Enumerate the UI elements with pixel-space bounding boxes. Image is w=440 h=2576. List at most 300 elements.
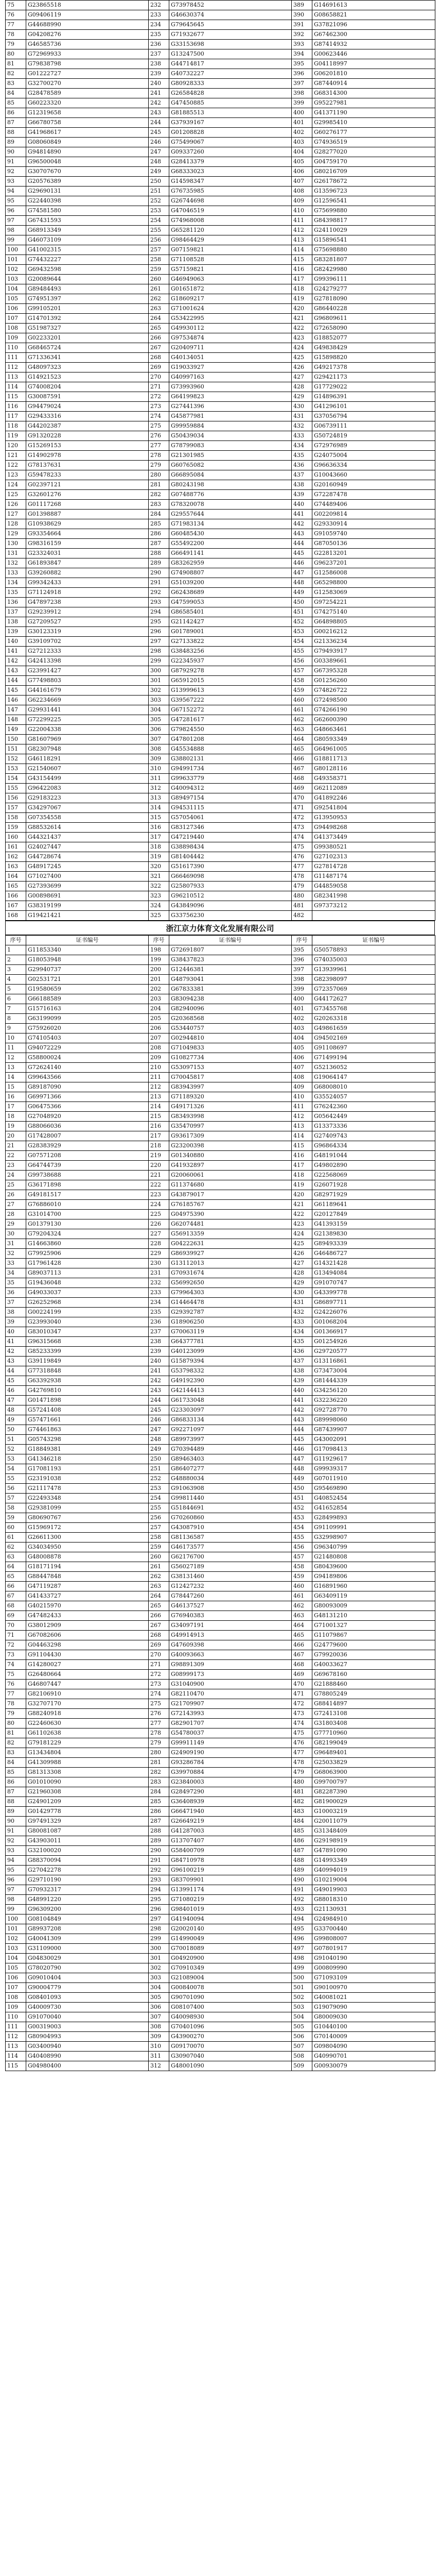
- cell-seq-c: 428: [292, 382, 312, 392]
- cell-cert-a: G15269153: [26, 441, 149, 451]
- cell-seq-c: 454: [292, 1523, 312, 1533]
- cell-seq-a: 67: [6, 1591, 26, 1601]
- cell-cert-b: G53798332: [169, 1366, 292, 1376]
- cell-cert-c: G37821096: [312, 20, 435, 30]
- cell-seq-b: 299: [149, 1934, 169, 1944]
- cell-seq-b: 239: [149, 69, 169, 79]
- cell-cert-a: G67431593: [26, 216, 149, 226]
- cell-seq-a: 78: [6, 1699, 26, 1709]
- cell-seq-b: 256: [149, 235, 169, 245]
- cell-seq-b: 312: [149, 2061, 169, 2071]
- cell-cert-c: G52136052: [312, 1063, 435, 1073]
- cell-seq-c: 480: [292, 1777, 312, 1787]
- cell-cert-c: G80128116: [312, 764, 435, 774]
- cell-cert-b: G28413379: [169, 157, 292, 167]
- cell-cert-c: G24110029: [312, 226, 435, 235]
- cell-cert-a: G01117268: [26, 500, 149, 510]
- table-row: [6, 1777, 435, 1787]
- cell-cert-a: G29239912: [26, 607, 149, 617]
- cell-cert-b: G57054061: [169, 813, 292, 823]
- table-row: [6, 294, 435, 304]
- cell-cert-a: G04830029: [26, 1954, 149, 1963]
- cell-seq-c: 432: [292, 421, 312, 431]
- cell-seq-b: 246: [149, 138, 169, 147]
- table-row: [6, 500, 435, 510]
- cell-seq-a: 106: [6, 304, 26, 314]
- cell-cert-a: G89484493: [26, 284, 149, 294]
- cell-cert-c: G88414897: [312, 1699, 435, 1709]
- cell-seq-a: 91: [6, 1826, 26, 1836]
- cell-cert-b: G38898434: [169, 842, 292, 852]
- cell-seq-a: 98: [6, 1895, 26, 1905]
- cell-seq-b: 215: [149, 1112, 169, 1122]
- cell-cert-a: G29931441: [26, 705, 149, 715]
- cell-seq-a: 93: [6, 1846, 26, 1856]
- cell-seq-b: 281: [149, 1758, 169, 1768]
- cell-seq-b: 301: [149, 676, 169, 686]
- cell-seq-a: 86: [6, 1777, 26, 1787]
- cell-cert-b: G47219440: [169, 833, 292, 842]
- cell-cert-c: G24075004: [312, 451, 435, 461]
- cell-seq-b: 234: [149, 1298, 169, 1308]
- cell-cert-a: G18171194: [26, 1562, 149, 1572]
- table-row: [6, 1993, 435, 2003]
- cell-seq-c: 450: [292, 598, 312, 607]
- cell-cert-a: G04208276: [26, 30, 149, 40]
- table-row: [6, 754, 435, 764]
- cell-cert-a: G27393699: [26, 882, 149, 891]
- cell-cert-a: G23993040: [26, 1317, 149, 1327]
- cell-cert-c: G68063900: [312, 1768, 435, 1777]
- cell-seq-a: 70: [6, 1621, 26, 1631]
- cell-seq-b: 262: [149, 294, 169, 304]
- cell-seq-a: 73: [6, 1650, 26, 1660]
- cell-cert-a: G48917245: [26, 862, 149, 872]
- cell-cert-b: G20060061: [169, 1171, 292, 1180]
- cell-cert-a: G61102638: [26, 1728, 149, 1738]
- cell-cert-a: G44161679: [26, 686, 149, 696]
- cell-cert-c: G80216709: [312, 167, 435, 177]
- cell-seq-c: 456: [292, 1543, 312, 1552]
- cell-seq-b: 286: [149, 529, 169, 539]
- cell-seq-c: 480: [292, 891, 312, 901]
- cell-seq-a: 133: [6, 568, 26, 578]
- cell-cert-a: G90004779: [26, 1983, 149, 1993]
- cell-cert-c: G37056794: [312, 412, 435, 421]
- cell-seq-c: 431: [292, 412, 312, 421]
- cell-cert-b: G49171326: [169, 1102, 292, 1112]
- cell-cert-c: G94498268: [312, 823, 435, 833]
- cell-seq-c: 486: [292, 1836, 312, 1846]
- table-row: [6, 2061, 435, 2071]
- cell-seq-a: 116: [6, 402, 26, 412]
- cell-cert-b: G40098930: [169, 2012, 292, 2022]
- cell-cert-a: G99105201: [26, 304, 149, 314]
- cell-cert-b: G43900270: [169, 2032, 292, 2042]
- cell-cert-b: G97534874: [169, 333, 292, 343]
- cell-cert-c: G47891090: [312, 1846, 435, 1856]
- table-row: [6, 265, 435, 275]
- cell-seq-c: 467: [292, 764, 312, 774]
- cell-cert-c: G78805249: [312, 1689, 435, 1699]
- cell-seq-a: 40: [6, 1327, 26, 1337]
- cell-seq-c: 430: [292, 1288, 312, 1298]
- cell-cert-a: G44321437: [26, 833, 149, 842]
- cell-seq-b: 253: [149, 206, 169, 216]
- cell-seq-b: 267: [149, 343, 169, 353]
- cell-seq-a: 76: [6, 1680, 26, 1689]
- cell-cert-b: G62438689: [169, 588, 292, 598]
- table-row: [6, 275, 435, 284]
- cell-seq-a: 108: [6, 1993, 26, 2003]
- cell-seq-c: 436: [292, 1347, 312, 1357]
- cell-cert-b: G40134051: [169, 353, 292, 363]
- cell-cert-b: G70018089: [169, 1944, 292, 1954]
- table-row: [6, 1934, 435, 1944]
- table-row: [6, 118, 435, 128]
- cell-seq-a: 121: [6, 451, 26, 461]
- cell-cert-b: G38483256: [169, 647, 292, 656]
- cell-seq-c: 508: [292, 2052, 312, 2061]
- cell-seq-a: 79: [6, 1709, 26, 1719]
- cell-cert-c: G76242360: [312, 1102, 435, 1112]
- table-row: [6, 40, 435, 49]
- cell-cert-c: G91070747: [312, 1278, 435, 1288]
- cell-seq-b: 218: [149, 1141, 169, 1151]
- cell-seq-c: 425: [292, 353, 312, 363]
- cell-cert-b: G54780037: [169, 1728, 292, 1738]
- cell-seq-c: 397: [292, 79, 312, 89]
- cell-cert-b: G24909190: [169, 1748, 292, 1758]
- table-row: [6, 1533, 435, 1543]
- cell-seq-c: 482: [292, 911, 312, 921]
- cell-cert-c: G74266190: [312, 705, 435, 715]
- table-row: [6, 147, 435, 157]
- cell-cert-b: G46137527: [169, 1601, 292, 1611]
- cell-seq-a: 110: [6, 343, 26, 353]
- table-row: [6, 2042, 435, 2052]
- table-row: [6, 1905, 435, 1914]
- cell-cert-c: G91040190: [312, 1954, 435, 1963]
- cell-cert-c: G72498500: [312, 696, 435, 705]
- cell-seq-b: 309: [149, 2032, 169, 2042]
- cell-seq-a: 136: [6, 598, 26, 607]
- cell-cert-b: G40123099: [169, 1347, 292, 1357]
- cell-cert-c: G96636334: [312, 461, 435, 470]
- table-row: [6, 588, 435, 598]
- cell-seq-a: 42: [6, 1347, 26, 1357]
- cell-cert-a: G49181517: [26, 1190, 149, 1200]
- cell-seq-c: 454: [292, 637, 312, 647]
- cell-seq-c: 469: [292, 1670, 312, 1680]
- cell-cert-a: G32100020: [26, 1846, 149, 1856]
- cell-cert-c: G74936519: [312, 138, 435, 147]
- table-row: [6, 1719, 435, 1728]
- cell-cert-c: G97254221: [312, 598, 435, 607]
- cell-seq-b: 269: [149, 1640, 169, 1650]
- cell-cert-a: G04980400: [26, 2061, 149, 2071]
- cell-seq-a: 135: [6, 588, 26, 598]
- cell-seq-a: 96: [6, 1875, 26, 1885]
- cell-seq-b: 274: [149, 1689, 169, 1699]
- cell-cert-c: G96340799: [312, 1543, 435, 1552]
- cell-seq-b: 224: [149, 1200, 169, 1210]
- cell-seq-c: 477: [292, 1748, 312, 1758]
- cell-cert-c: G81444339: [312, 1376, 435, 1386]
- cell-cert-b: G42144413: [169, 1386, 292, 1396]
- cell-cert-b: G39567222: [169, 696, 292, 705]
- cell-seq-a: 97: [6, 1885, 26, 1895]
- cell-seq-c: 438: [292, 1366, 312, 1376]
- cell-cert-b: G00840078: [169, 1983, 292, 1993]
- table-row: [6, 2003, 435, 2012]
- table-row: [6, 519, 435, 529]
- cell-cert-c: G13373336: [312, 1122, 435, 1131]
- cell-seq-c: 491: [292, 1885, 312, 1895]
- cell-seq-c: 447: [292, 568, 312, 578]
- cell-seq-a: 162: [6, 852, 26, 862]
- cell-cert-c: G41892246: [312, 793, 435, 803]
- table-row: [6, 1503, 435, 1513]
- cell-cert-a: G96500048: [26, 157, 149, 167]
- cell-seq-c: 489: [292, 1866, 312, 1875]
- cell-cert-c: G40852454: [312, 1494, 435, 1503]
- cell-cert-a: G47482433: [26, 1611, 149, 1621]
- cell-seq-c: 441: [292, 1396, 312, 1405]
- cell-seq-b: 220: [149, 1161, 169, 1171]
- cell-seq-a: 145: [6, 686, 26, 696]
- cell-cert-b: G89463403: [169, 1454, 292, 1464]
- cell-seq-a: 138: [6, 617, 26, 627]
- cell-seq-c: 433: [292, 431, 312, 441]
- cell-seq-c: 400: [292, 994, 312, 1004]
- cell-seq-b: 271: [149, 382, 169, 392]
- cell-cert-a: G41433727: [26, 1591, 149, 1601]
- cell-cert-a: G17081193: [26, 1464, 149, 1474]
- cell-cert-b: G49930112: [169, 324, 292, 333]
- cell-cert-b: G15879394: [169, 1357, 292, 1366]
- cell-seq-a: 95: [6, 1866, 26, 1875]
- cell-cert-b: G37939167: [169, 118, 292, 128]
- cell-seq-a: 58: [6, 1503, 26, 1513]
- cell-cert-a: G21117478: [26, 1484, 149, 1494]
- table-row: [6, 343, 435, 353]
- cell-seq-a: 111: [6, 353, 26, 363]
- cell-seq-c: 402: [292, 128, 312, 138]
- cell-cert-a: G71124918: [26, 588, 149, 598]
- cell-cert-a: G04463298: [26, 1640, 149, 1650]
- cell-seq-a: 119: [6, 431, 26, 441]
- cell-cert-b: G70910349: [169, 1963, 292, 1973]
- cell-seq-a: 76: [6, 10, 26, 20]
- cell-seq-b: 322: [149, 882, 169, 891]
- table-row: [6, 715, 435, 725]
- cell-cert-a: G46073109: [26, 235, 149, 245]
- cell-seq-b: 230: [149, 1259, 169, 1268]
- cell-cert-c: G69678160: [312, 1670, 435, 1680]
- cell-cert-b: G70401096: [169, 2022, 292, 2032]
- table-row: [6, 412, 435, 421]
- cell-cert-c: G86897711: [312, 1298, 435, 1308]
- cell-cert-b: G51039200: [169, 578, 292, 588]
- cell-seq-a: 102: [6, 1934, 26, 1944]
- cell-cert-a: G79181229: [26, 1738, 149, 1748]
- cell-cert-b: G47801208: [169, 735, 292, 744]
- cell-seq-b: 280: [149, 1748, 169, 1758]
- table-row: [6, 30, 435, 40]
- cell-cert-b: G53097153: [169, 1063, 292, 1073]
- table-row: [6, 1004, 435, 1014]
- cell-seq-c: 424: [292, 1229, 312, 1239]
- cell-cert-b: G13991174: [169, 1885, 292, 1895]
- cell-cert-c: G08658821: [312, 10, 435, 20]
- cell-seq-c: 409: [292, 196, 312, 206]
- cell-cert-c: G13950953: [312, 813, 435, 823]
- cell-seq-a: 7: [6, 1004, 26, 1014]
- cell-cert-a: G94479024: [26, 402, 149, 412]
- cell-seq-a: 57: [6, 1494, 26, 1503]
- cell-seq-c: 460: [292, 1582, 312, 1591]
- cell-seq-a: 21: [6, 1141, 26, 1151]
- cell-seq-c: 446: [292, 558, 312, 568]
- cell-seq-a: 10: [6, 1033, 26, 1043]
- cell-cert-b: G94531115: [169, 803, 292, 813]
- cell-cert-a: G01379130: [26, 1219, 149, 1229]
- cell-seq-b: 303: [149, 1973, 169, 1983]
- table-row: [6, 911, 435, 921]
- cell-seq-b: 240: [149, 79, 169, 89]
- cell-seq-b: 272: [149, 1670, 169, 1680]
- cell-seq-b: 227: [149, 1229, 169, 1239]
- cell-cert-c: G74035003: [312, 955, 435, 965]
- cell-cert-c: G95227981: [312, 98, 435, 108]
- cell-cert-a: G03400940: [26, 2042, 149, 2052]
- cell-seq-a: 6: [6, 994, 26, 1004]
- table-row: [6, 637, 435, 647]
- table-row: [6, 1866, 435, 1875]
- table-row: [6, 2052, 435, 2061]
- cell-seq-a: 90: [6, 1817, 26, 1826]
- table-row: [6, 1748, 435, 1758]
- cell-seq-a: 107: [6, 314, 26, 324]
- cell-cert-a: G39119849: [26, 1357, 149, 1366]
- cell-cert-a: G80081087: [26, 1826, 149, 1836]
- cell-cert-a: G74581580: [26, 206, 149, 216]
- cell-cert-a: G47119287: [26, 1582, 149, 1591]
- cell-seq-b: 273: [149, 402, 169, 412]
- cell-seq-c: 479: [292, 1768, 312, 1777]
- cell-seq-a: 112: [6, 2032, 26, 2042]
- cell-seq-c: 423: [292, 333, 312, 343]
- cell-cert-b: G79964303: [169, 1288, 292, 1298]
- cell-seq-a: 163: [6, 862, 26, 872]
- cell-seq-c: 440: [292, 1386, 312, 1396]
- cell-seq-c: 404: [292, 1033, 312, 1043]
- table-row: [6, 1014, 435, 1024]
- cell-cert-a: G27048920: [26, 1112, 149, 1122]
- table-row: [6, 647, 435, 656]
- cell-seq-a: 167: [6, 901, 26, 911]
- cell-seq-b: 208: [149, 1043, 169, 1053]
- cell-seq-a: 117: [6, 412, 26, 421]
- table-row: [6, 245, 435, 255]
- cell-seq-a: 88: [6, 1797, 26, 1807]
- cell-cert-b: G76185767: [169, 1200, 292, 1210]
- cell-cert-c: G21480808: [312, 1552, 435, 1562]
- table-row: [6, 1161, 435, 1171]
- cell-cert-c: G71499194: [312, 1053, 435, 1063]
- cell-seq-b: 216: [149, 1122, 169, 1131]
- cell-cert-b: G49914913: [169, 1631, 292, 1640]
- cell-cert-a: G12319658: [26, 108, 149, 118]
- cell-seq-a: 81: [6, 1728, 26, 1738]
- cell-seq-c: 474: [292, 1719, 312, 1728]
- cell-cert-b: G67152272: [169, 705, 292, 715]
- cell-cert-b: G83262959: [169, 558, 292, 568]
- cell-cert-c: G29330914: [312, 519, 435, 529]
- cell-seq-a: 64: [6, 1562, 26, 1572]
- cell-cert-b: G73978452: [169, 1, 292, 10]
- cell-cert-c: G67395328: [312, 666, 435, 676]
- cell-seq-b: 260: [149, 1552, 169, 1562]
- cell-seq-c: 445: [292, 1435, 312, 1445]
- cell-seq-a: 154: [6, 774, 26, 784]
- cell-seq-b: 244: [149, 118, 169, 128]
- table-row: [6, 1954, 435, 1963]
- cell-cert-a: G67082606: [26, 1631, 149, 1640]
- cell-seq-c: 441: [292, 510, 312, 519]
- cell-cert-b: G70045817: [169, 1073, 292, 1082]
- cell-seq-b: 287: [149, 1817, 169, 1826]
- cell-cert-c: G11487174: [312, 872, 435, 882]
- cell-seq-c: 447: [292, 1454, 312, 1464]
- cell-seq-a: 66: [6, 1582, 26, 1591]
- cell-cert-b: G14598347: [169, 177, 292, 187]
- cell-cert-c: G12586008: [312, 568, 435, 578]
- table-row: [6, 1229, 435, 1239]
- cell-cert-b: G78799083: [169, 441, 292, 451]
- cell-cert-c: G80439600: [312, 1562, 435, 1572]
- cell-seq-b: 258: [149, 1533, 169, 1543]
- cell-cert-c: G14321428: [312, 1259, 435, 1268]
- table-header-row: [6, 936, 435, 945]
- cell-seq-a: 128: [6, 519, 26, 529]
- cell-seq-c: 411: [292, 1102, 312, 1112]
- cell-cert-c: G19064147: [312, 1073, 435, 1082]
- cell-cert-a: G81313308: [26, 1768, 149, 1777]
- cell-cert-a: G64744739: [26, 1161, 149, 1171]
- cell-cert-b: G60765082: [169, 461, 292, 470]
- cell-seq-c: 418: [292, 284, 312, 294]
- cell-cert-b: G36408939: [169, 1797, 292, 1807]
- cell-seq-c: 457: [292, 666, 312, 676]
- table-row: [6, 431, 435, 441]
- header-cert-1: 证书编号: [26, 936, 149, 945]
- cell-cert-c: G50578893: [312, 945, 435, 955]
- cell-cert-c: G12583069: [312, 588, 435, 598]
- table-row: [6, 1709, 435, 1719]
- cell-cert-c: G11079867: [312, 1631, 435, 1640]
- cell-seq-a: 31: [6, 1239, 26, 1249]
- cell-cert-c: G25033829: [312, 1758, 435, 1768]
- table-row: [6, 1082, 435, 1092]
- cell-cert-a: G09406119: [26, 10, 149, 20]
- table-row: [6, 1836, 435, 1846]
- cell-cert-a: G70932317: [26, 1885, 149, 1895]
- cell-seq-a: 156: [6, 793, 26, 803]
- table-row: [6, 1405, 435, 1415]
- cell-seq-c: 499: [292, 1963, 312, 1973]
